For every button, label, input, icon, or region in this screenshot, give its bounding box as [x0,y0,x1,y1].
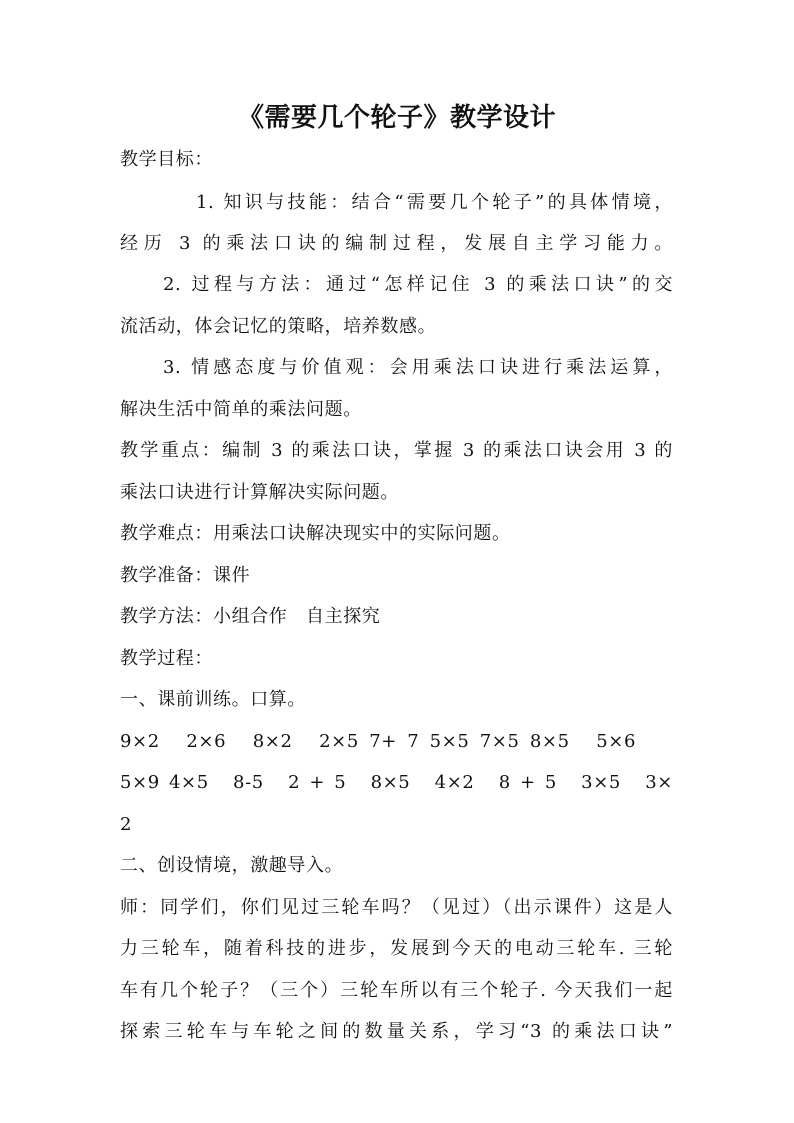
paragraph-line: 3. 情感态度与价值观：会用乘法口诀进行乘法运算， [163,357,673,378]
paragraph-line: 教学过程： [120,648,213,669]
paragraph-line: 力三轮车，随着科技的进步，发展到今天的电动三轮车. 三轮 [120,938,673,959]
paragraph-line: 教学方法：小组合作 自主探究 [120,606,381,627]
paragraph-line: 2 [120,814,133,835]
paragraph-line: 一、课前训练。口算。 [120,689,306,710]
paragraph-line: 车有几个轮子？（三个）三轮车所以有三个轮子. 今天我们一起 [120,980,673,1001]
paragraph-line: 经历 3 的乘法口诀的编制过程，发展自主学习能力。 [120,233,673,254]
paragraph-line: 2. 过程与方法：通过“怎样记住 3 的乘法口诀”的交 [163,274,673,295]
document-title: 《需要几个轮子》教学设计 [237,103,556,133]
paragraph-line: 教学目标： [120,149,213,170]
paragraph-line: 解决生活中简单的乘法问题。 [120,399,362,420]
paragraph-line: 5×9 4×5 8-5 2 + 5 8×5 4×2 8 + 5 3×5 3× [120,772,673,793]
paragraph-line: 探索三轮车与车轮之间的数量关系，学习“3 的乘法口诀” [120,1021,673,1042]
paragraph-line: 教学重点：编制 3 的乘法口诀，掌握 3 的乘法口诀会用 3 的 [120,440,673,461]
paragraph-line: 1. 知识与技能：结合“需要几个轮子”的具体情境， [196,192,673,213]
paragraph-line: 乘法口诀进行计算解决实际问题。 [120,482,399,503]
paragraph-line: 师：同学们，你们见过三轮车吗？（见过）（出示课件）这是人 [120,897,673,918]
paragraph-line: 教学准备：课件 [120,565,251,586]
paragraph-line: 流活动，体会记忆的策略，培养数感。 [120,316,437,337]
paragraph-line: 教学难点：用乘法口诀解决现实中的实际问题。 [120,523,511,544]
paragraph-line: 9×2 2×6 8×2 2×5 7+ 7 5×5 7×5 8×5 5×6 [120,731,636,752]
paragraph-line: 二、创设情境，激趣导入。 [120,855,344,876]
